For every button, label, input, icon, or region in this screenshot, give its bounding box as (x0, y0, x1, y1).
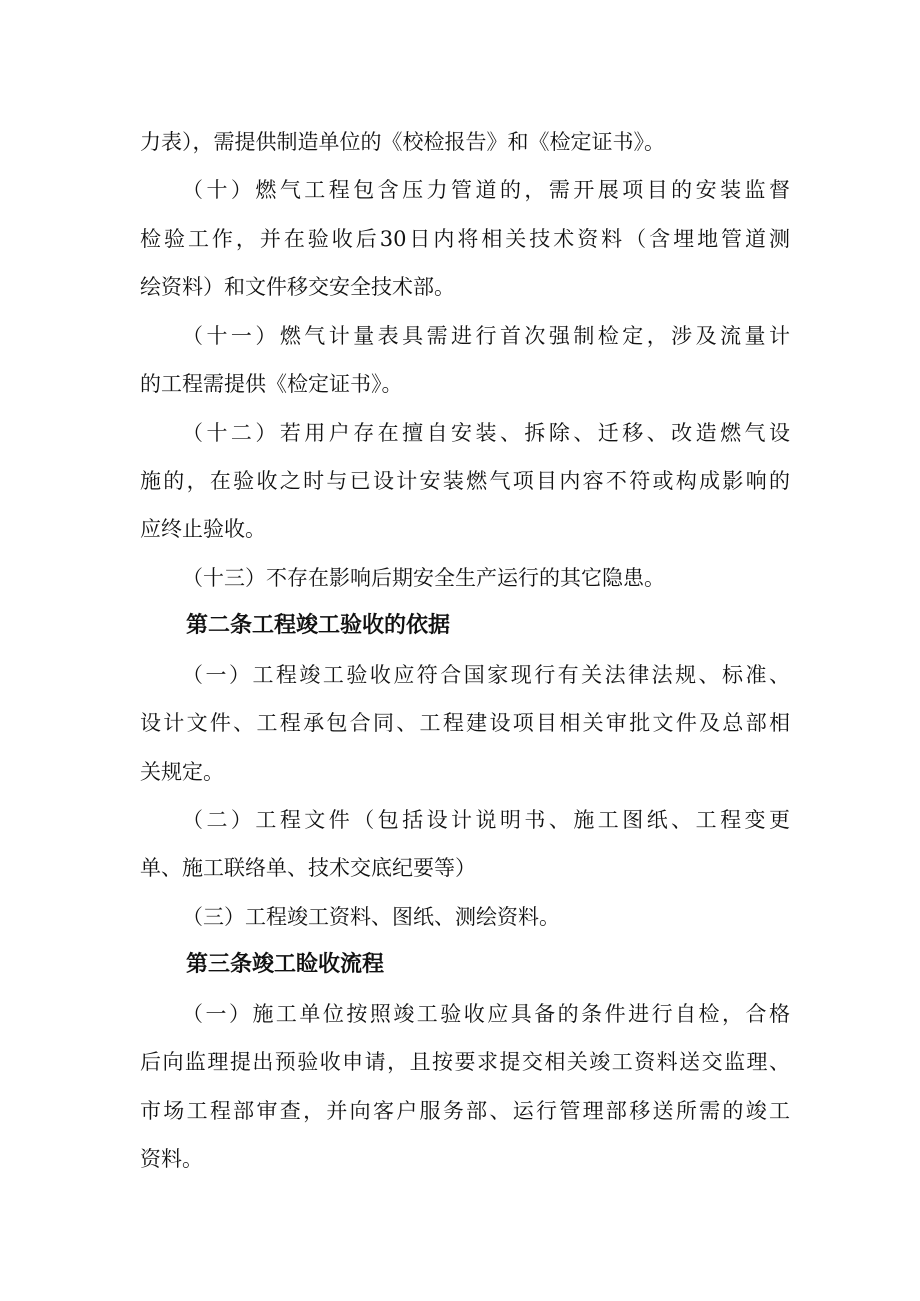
paragraph-line: （二）工程文件（包括设计说明书、施工图纸、工程变更 (182, 808, 790, 832)
paragraph-line: （三）工程竣工资料、图纸、测绘资料。 (182, 905, 560, 929)
paragraph-line: 资料。 (140, 1147, 203, 1171)
paragraph-line: （十三）不存在影响后期安全生产运行的其它隐患。 (182, 566, 665, 590)
paragraph-line: 绘资料）和文件移交安全技术部。 (140, 275, 455, 299)
paragraph-line: 市场工程部审查，并向客户服务部、运行管理部移送所需的竣工 (140, 1099, 790, 1123)
paragraph-line: （十）燃气工程包含压力管道的，需开展项目的安装监督 (182, 178, 790, 202)
section-heading: 第二条工程竣工验收的依据 (186, 613, 451, 638)
paragraph-line: 力表），需提供制造单位的《校检报告》和《检定证书》。 (140, 130, 665, 154)
paragraph-line: （十二）若用户存在擅自安装、拆除、迁移、改造燃气设 (182, 421, 790, 445)
section-heading: 第三条竣工睑收流程 (186, 952, 385, 977)
paragraph-line: 后向监理提出预验收申请，且按要求提交相关竣工资料送交监理、 (140, 1050, 790, 1074)
paragraph-line: （一）施工单位按照竣工验收应具备的条件进行自检，合格 (182, 1002, 790, 1026)
paragraph-line: （十一）燃气计量表具需进行首次强制检定，涉及流量计 (182, 324, 790, 348)
paragraph-line: 应终止验收。 (140, 517, 266, 541)
paragraph-line: 施的，在验收之时与已设计安装燃气项目内容不符或构成影响的 (140, 469, 790, 493)
paragraph-line: 单、施工联络单、技术交底纪要等） (140, 856, 476, 880)
paragraph-line: 的工程需提供《检定证书》。 (140, 372, 403, 396)
paragraph-line: 关规定。 (140, 760, 224, 784)
paragraph-line: 检验工作，并在验收后30日内将相关技术资料（含埋地管道测 (140, 227, 790, 251)
paragraph-line: 设计文件、工程承包合同、工程建设项目相关审批文件及总部相 (140, 711, 790, 735)
paragraph-line: （一）工程竣工验收应符合国家现行有关法律法规、标准、 (182, 663, 790, 687)
